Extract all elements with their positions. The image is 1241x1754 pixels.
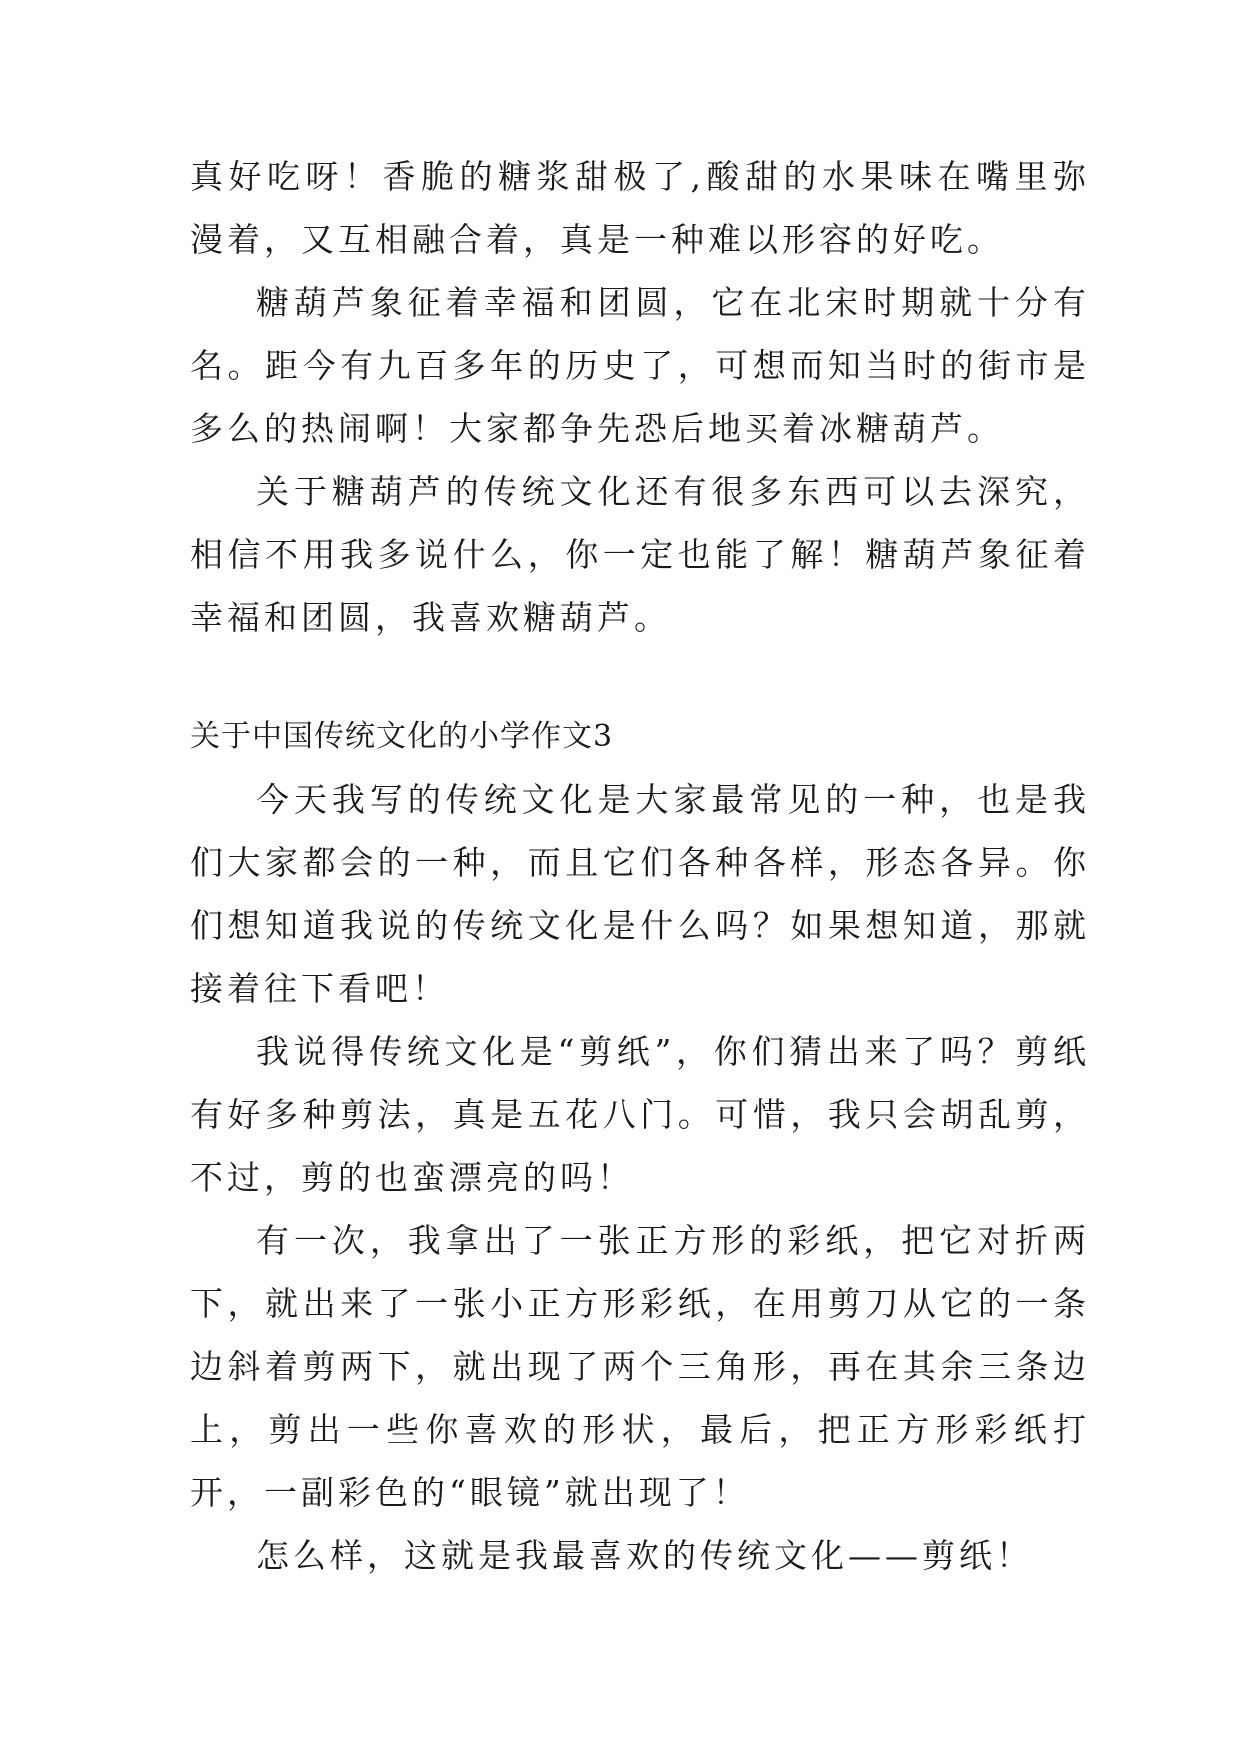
section-title: 关于中国传统文化的小学作文3: [190, 719, 614, 754]
paragraph: 怎么样，这就是我最喜欢的传统文化——剪纸！: [256, 1536, 1033, 1575]
document-body: [190, 145, 1090, 1587]
paragraph: 有一次，我拿出了一张正方形的彩纸，把它对折两下，就出来了一张小正方形彩纸，在用剪刀从它的一条边斜着剪两下，就出现了两个三角形，再在其余三条边上，剪出一些你喜欢的形状，最后，把正方形彩纸打开，一副彩色的“眼镜”就出现了！: [190, 1221, 1090, 1512]
paragraph: 今天我写的传统文化是大家最常见的一种，也是我们大家都会的一种，而且它们各种各样，形态各异。你们想知道我说的传统文化是什么吗？如果想知道，那就接着往下看吧！: [190, 780, 1090, 1008]
paragraph-continuation: 真好吃呀！香脆的糖浆甜极了,酸甜的水果味在嘴里弥漫着，又互相融合着，真是一种难以形容的好吃。: [190, 157, 1090, 259]
paragraph: 我说得传统文化是“剪纸”，你们猜出来了吗？剪纸有好多种剪法，真是五花八门。可惜，我只会胡乱剪，不过，剪的也蛮漂亮的吗！: [190, 1032, 1090, 1197]
paragraph: 关于糖葫芦的传统文化还有很多东西可以去深究，相信不用我多说什么，你一定也能了解！糖葫芦象征着幸福和团圆，我喜欢糖葫芦。: [190, 472, 1090, 637]
paragraph: 糖葫芦象征着幸福和团圆，它在北宋时期就十分有名。距今有九百多年的历史了，可想而知当时的街市是多么的热闹啊！大家都争先恐后地买着冰糖葫芦。: [190, 283, 1090, 448]
